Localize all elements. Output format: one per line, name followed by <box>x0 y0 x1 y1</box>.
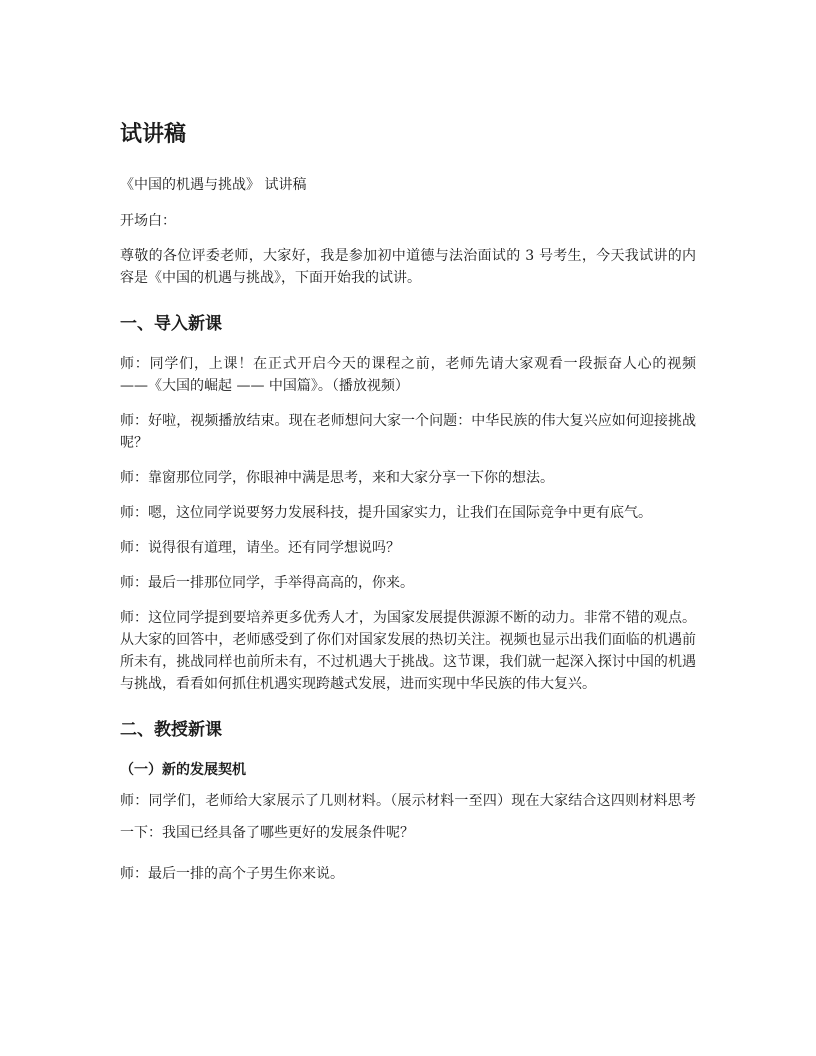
paragraph: 师：最后一排那位同学，手举得高高的，你来。 <box>120 575 414 591</box>
opening-label: 开场白： <box>120 213 176 229</box>
paragraph: 师：说得很有道理，请坐。还有同学想说吗？ <box>120 540 400 556</box>
opening-paragraph: 尊敬的各位评委老师，大家好，我是参加初中道德与法治面试的 3 号考生，今天我试讲的内容是《中国的机遇与挑战》，下面开始我的试讲。 <box>120 248 696 286</box>
paragraph: 师：嗯，这位同学说要努力发展科技，提升国家实力，让我们在国际竞争中更有底气。 <box>120 505 652 521</box>
paragraph: 师：靠窗那位同学，你眼神中满是思考，来和大家分享一下你的想法。 <box>120 470 554 486</box>
document-title: 试讲稿 <box>120 122 187 147</box>
section-heading-intro: 一、导入新课 <box>120 314 222 334</box>
paragraph: 师：这位同学提到要培养更多优秀人才，为国家发展提供源源不断的动力。非常不错的观点。从大家的回答中，老师感受到了你们对国家发展的热切关注。视频也显示出我们面临的机遇前所未有，挑战同样也前所未有，不过机遇大于挑战。这节课，我们就一起深入探讨中国的机遇与挑战，看看如何抓住机遇实现跨越式发展，进而实现中华民族的伟大复兴。 <box>120 610 696 692</box>
document-page <box>120 118 696 898</box>
paragraph: 师：好啦，视频播放结束。现在老师想问大家一个问题：中华民族的伟大复兴应如何迎接挑战呢？ <box>120 413 696 451</box>
document-subtitle: 《中国的机遇与挑战》 试讲稿 <box>120 177 307 193</box>
paragraph: 师：同学们，老师给大家展示了几则材料。（展示材料一至四）现在大家结合这四则材料思考一下：我国已经具备了哪些更好的发展条件呢？ <box>120 793 696 841</box>
section-heading-teaching: 二、教授新课 <box>120 720 222 740</box>
paragraph: 师：最后一排的高个子男生你来说。 <box>120 866 344 882</box>
subsection-heading: （一）新的发展契机 <box>120 762 246 778</box>
paragraph: 师：同学们，上课！在正式开启今天的课程之前，老师先请大家观看一段振奋人心的视频 ——《大国的崛起 —— 中国篇》。（播放视频） <box>120 356 696 394</box>
